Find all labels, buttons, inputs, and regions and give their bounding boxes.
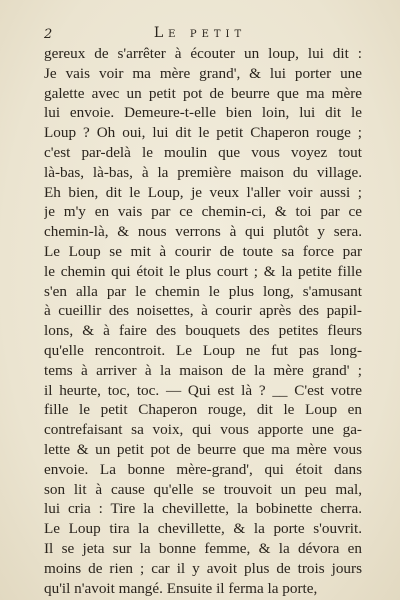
text-line: il heurte, toc, toc. — Qui est là ? __ C'est votre <box>44 381 362 399</box>
text-line: là-bas, là-bas, à la première maison du village. <box>44 163 362 181</box>
text-line: Le Loup tira la chevillette, & la porte s'ouvrit. <box>44 520 362 538</box>
text-line: je m'y en vais par ce chemin-ci, & toi par ce <box>44 203 362 221</box>
page-number: 2 <box>44 27 53 42</box>
text-line: gereux de s'arrêter à écouter un loup, lui dit : <box>44 45 362 62</box>
text-line: fille le petit Chaperon rouge, dit le Loup en <box>44 401 362 419</box>
text-line: son lit à cause qu'elle se trouvoit un peu mal, <box>44 480 362 498</box>
text-line: qu'il n'avoit mangé. Ensuite il ferma la porte, <box>44 579 318 597</box>
text-line: c'est par-delà le moulin que vous voyez tout <box>44 143 362 161</box>
text-line: lons, & à faire des bouquets des petites fleurs <box>44 322 362 340</box>
text-line: lui cria : Tire la chevillette, la bobinette cherra. <box>44 500 362 518</box>
text-line: à cueillir des noisettes, à courir après des papil- <box>44 302 362 320</box>
text-line: qu'elle rencontroit. Le Loup ne fut pas long- <box>44 341 362 359</box>
text-line: chemin-là, & nous verrons à qui plutôt y sera. <box>44 223 362 241</box>
text-line: Je vais voir ma mère grand', & lui porter une <box>44 64 362 82</box>
body-text <box>44 44 362 598</box>
text-line: galette avec un petit pot de beurre que ma mère <box>44 84 362 102</box>
text-line: moins de rien ; car il y avoit plus de trois jours <box>44 559 362 577</box>
text-line: Le Loup se mit à courir de toute sa force par <box>44 242 362 260</box>
text-line: s'en alla par le chemin le plus long, s'amusant <box>44 282 362 300</box>
text-line: tems à arriver à la maison de la mère grand' ; <box>44 361 362 379</box>
text-line: envoie. La bonne mère-grand', qui étoit dans <box>44 460 362 478</box>
text-line: Eh bien, dit le Loup, je veux l'aller voir aussi ; <box>44 183 362 201</box>
text-line: contrefaisant sa voix, qui vous apporte une ga- <box>44 421 362 439</box>
running-head: Le petit <box>153 25 247 41</box>
text-line: le chemin qui étoit le plus court ; & la petite fille <box>44 262 362 280</box>
text-line: lui envoie. Demeure-t-elle bien loin, lui dit le <box>44 104 362 122</box>
text-line: Loup ? Oh oui, lui dit le petit Chaperon rouge ; <box>44 124 362 142</box>
text-line: Il se jeta sur la bonne femme, & la dévora en <box>44 539 362 557</box>
text-line: lette & un petit pot de beurre que ma mère vous <box>44 440 362 458</box>
